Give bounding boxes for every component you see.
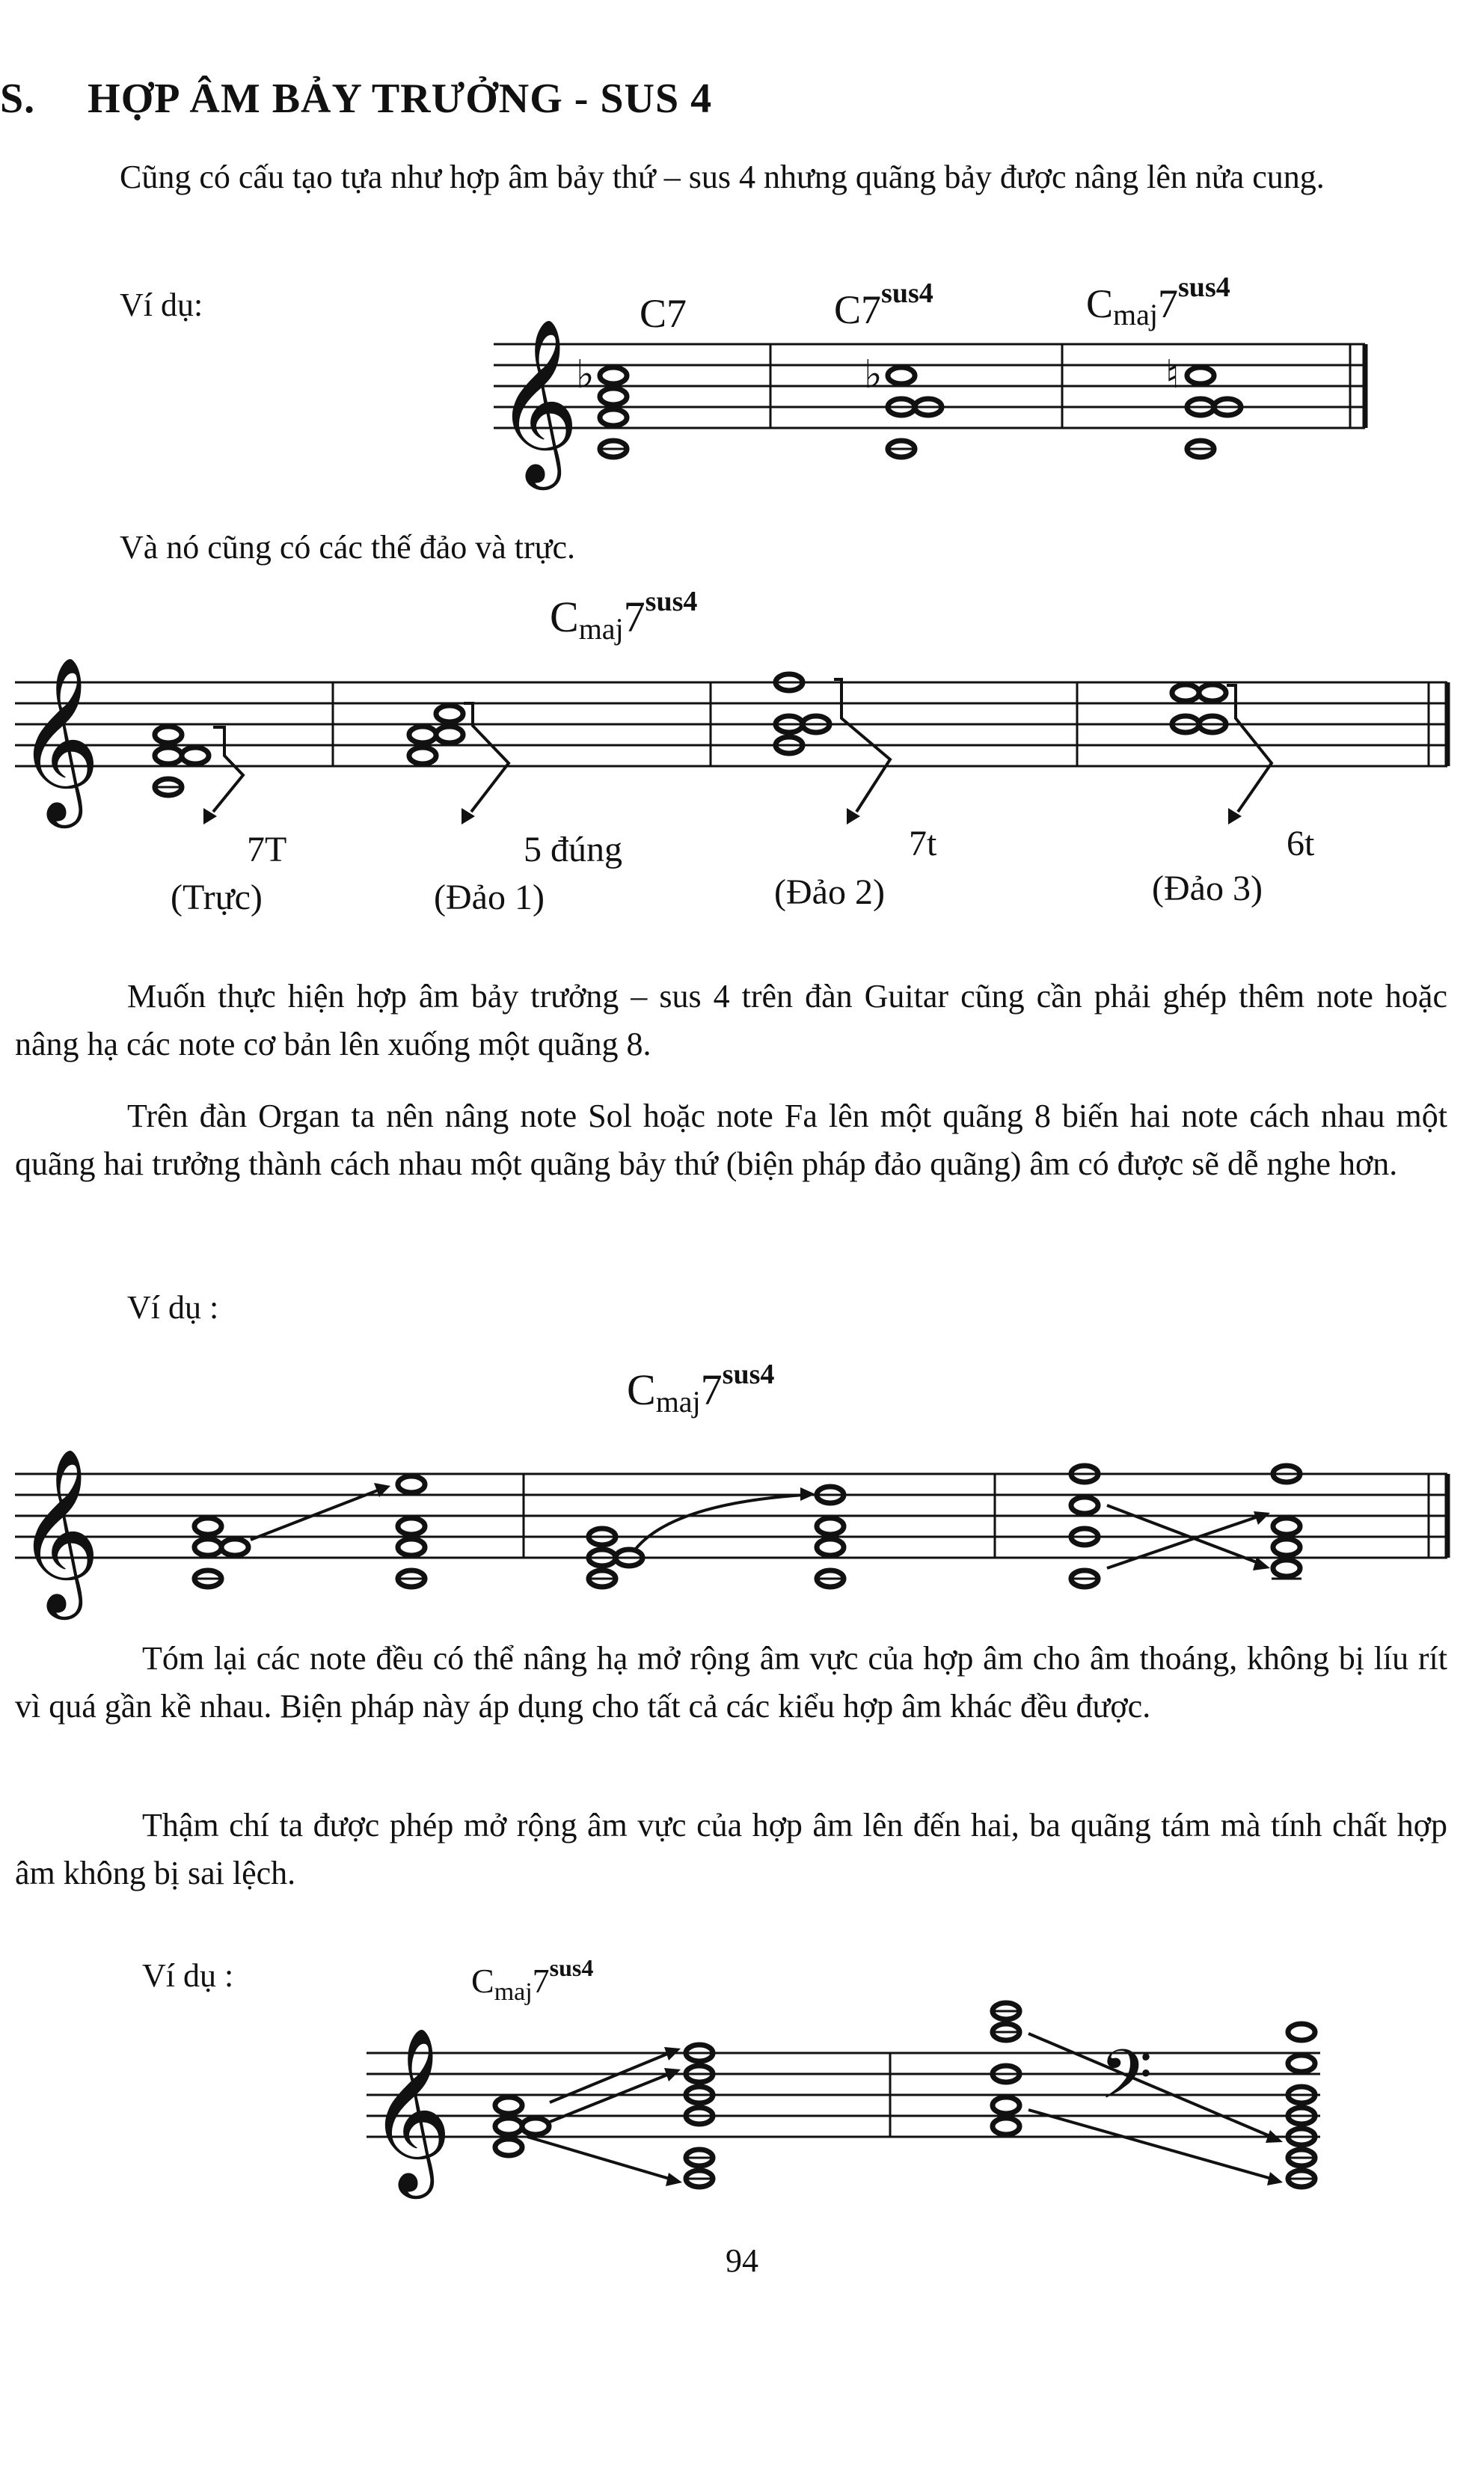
treble-clef-icon: 𝄞 bbox=[368, 2026, 453, 2191]
section-heading: HỢP ÂM BẢY TRƯỞNG - SUS 4 bbox=[88, 76, 713, 122]
staff-example-1 bbox=[479, 314, 1376, 486]
staff-example-4 bbox=[352, 1990, 1324, 2215]
paragraph-2: Và nó cũng có các thế đảo và trực. bbox=[120, 529, 576, 566]
flat-icon: ♭ bbox=[576, 354, 595, 397]
example-label-1: Ví dụ: bbox=[120, 287, 203, 323]
page-number: 94 bbox=[726, 2242, 758, 2279]
chord-cmaj7sus4-3: $C_{maj}7^{sus4}$ bbox=[627, 1359, 775, 1419]
inversion-label-2: (Đảo 2) bbox=[774, 872, 885, 912]
chord-c7: C7 bbox=[640, 291, 687, 336]
paragraph-5: Tóm lại các note đều có thể nâng hạ mở rộng âm vực của hợp âm cho âm thoáng, không bị líu rít vì quá gần kề nhau. Biện pháp này áp dụng cho tất cả các kiểu hợp âm khác đều được. bbox=[15, 1640, 1447, 1725]
paragraph-6: Thậm chí ta được phép mở rộng âm vực của hợp âm lên đến hai, ba quãng tám mà tính chất hợp âm không bị sai lệch. bbox=[15, 1807, 1447, 1891]
interval-label-2: 5 đúng bbox=[524, 830, 622, 869]
inversion-label-3: (Đảo 3) bbox=[1152, 869, 1263, 908]
treble-clef-icon: 𝄞 bbox=[16, 655, 101, 821]
section-number: S. bbox=[0, 76, 36, 122]
paragraph-4: Trên đàn Organ ta nên nâng note Sol hoặc note Fa lên một quãng 8 biến hai note cách nhau một quãng hai trưởng thành cách nhau một quãng bảy thứ (biện pháp đảo quãng) âm có được sẽ dễ nghe hơn. bbox=[15, 1098, 1447, 1182]
treble-clef-icon: 𝄞 bbox=[495, 317, 580, 483]
staff-example-3 bbox=[0, 1422, 1481, 1616]
interval-label-3: 7t bbox=[909, 824, 937, 863]
example-label-2: Ví dụ : bbox=[127, 1289, 219, 1326]
paragraph-3: Muốn thực hiện hợp âm bảy trưởng – sus 4 trên đàn Guitar cũng cần phải ghép thêm note hoặc nâng hạ các note cơ bản lên xuống một quãng 8. bbox=[15, 978, 1447, 1062]
paragraph-1: Cũng có cấu tạo tựa như hợp âm bảy thứ – sus 4 nhưng quãng bảy được nâng lên nửa cung. bbox=[120, 159, 1325, 195]
example-label-3: Ví dụ : bbox=[142, 1957, 234, 1994]
chord-cmaj7sus4-1: $C_{maj}7^{sus4}$ bbox=[1086, 272, 1230, 331]
chord-cmaj7sus4-2: $C_{maj}7^{sus4}$ bbox=[550, 586, 698, 646]
chord-cmaj7sus4-4: $C_{maj}7^{sus4}$ bbox=[471, 1954, 594, 2006]
natural-icon: ♮ bbox=[1165, 354, 1180, 397]
chord-c7sus4: $C7^{sus4}$ bbox=[834, 278, 933, 332]
flat-icon: ♭ bbox=[864, 354, 883, 397]
section-title bbox=[0, 75, 712, 123]
inversion-label-1: (Đảo 1) bbox=[434, 878, 545, 917]
inversion-label-root: (Trực) bbox=[171, 878, 263, 917]
treble-clef-icon: 𝄞 bbox=[16, 1447, 101, 1612]
interval-label-1: 7T bbox=[247, 830, 287, 869]
staff-example-2 bbox=[0, 643, 1481, 838]
bass-clef-icon: 𝄢 bbox=[1100, 2035, 1153, 2131]
interval-label-4: 6t bbox=[1287, 824, 1315, 863]
